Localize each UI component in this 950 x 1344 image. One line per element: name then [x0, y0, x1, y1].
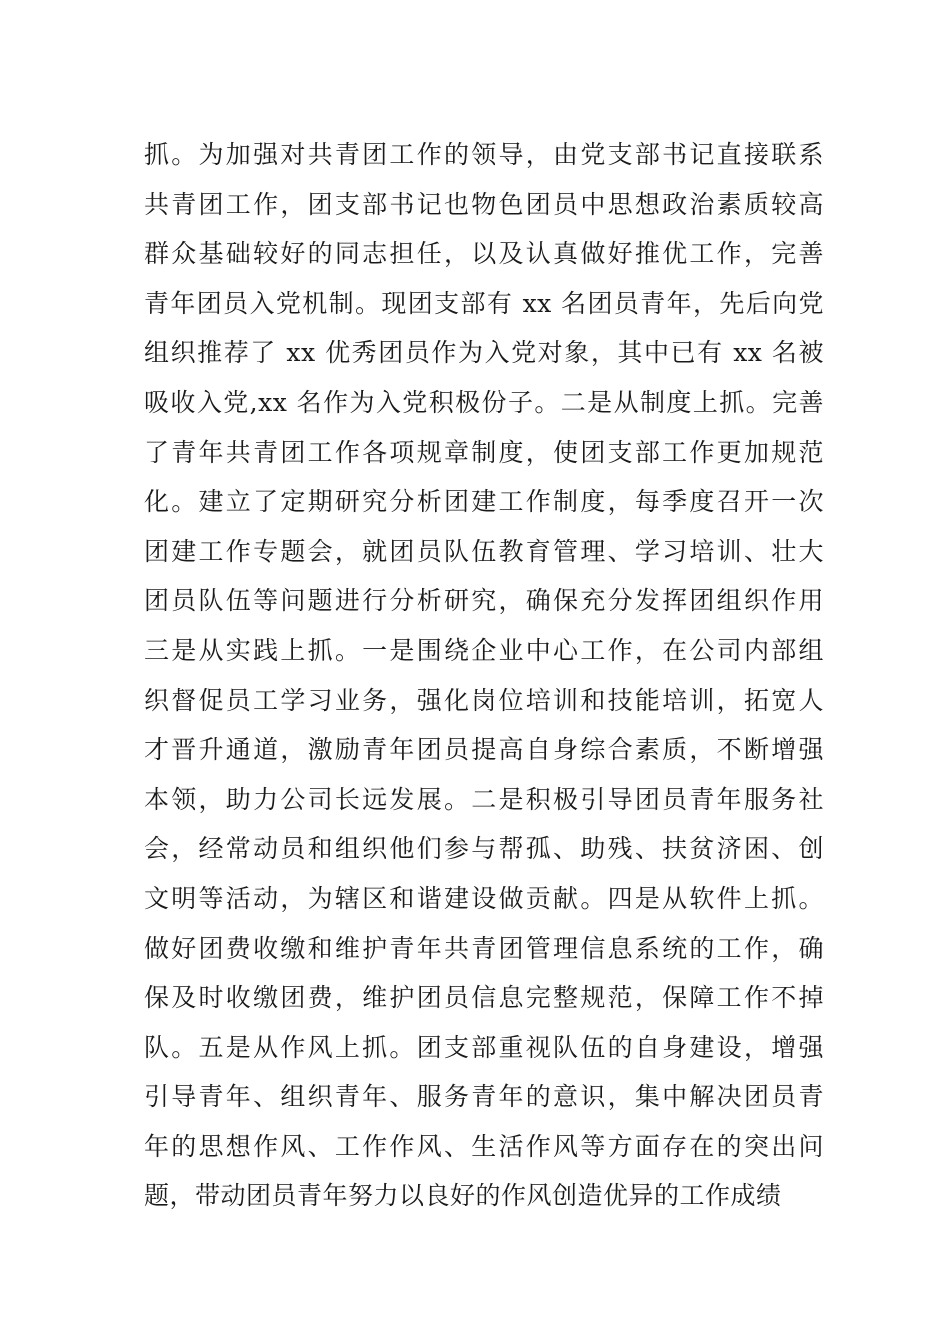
- text-line: 群众基础较好的同志担任，以及认真做好推优工作，完善: [144, 239, 824, 269]
- text-line: 团建工作专题会，就团员队伍教育管理、学习培训、壮大: [144, 536, 824, 566]
- text-line: 年的思想作风、工作作风、生活作风等方面存在的突出问: [144, 1131, 824, 1161]
- text-line: 组织推荐了 xx 优秀团员作为入党对象，其中已有 xx 名被: [144, 338, 824, 368]
- text-line: 织督促员工学习业务，强化岗位培训和技能培训，拓宽人: [144, 685, 824, 715]
- text-line: 本领，助力公司长远发展。二是积极引导团员青年服务社: [144, 784, 824, 814]
- body-paragraph: [144, 130, 824, 1221]
- text-line: 队。五是从作风上抓。团支部重视队伍的自身建设，增强: [144, 1032, 824, 1062]
- text-line: 化。建立了定期研究分析团建工作制度，每季度召开一次: [144, 487, 824, 517]
- text-line: 三是从实践上抓。一是围绕企业中心工作，在公司内部组: [144, 635, 824, 665]
- text-line: 了青年共青团工作各项规章制度，使团支部工作更加规范: [144, 437, 824, 467]
- text-line: 引导青年、组织青年、服务青年的意识，集中解决团员青: [144, 1082, 824, 1112]
- text-line: 题，带动团员青年努力以良好的作风创造优异的工作成绩: [144, 1181, 782, 1211]
- text-line: 做好团费收缴和维护青年共青团管理信息系统的工作，确: [144, 933, 824, 963]
- text-line: 青年团员入党机制。现团支部有 xx 名团员青年，先后向党: [144, 288, 824, 318]
- text-line: 保及时收缴团费，维护团员信息完整规范，保障工作不掉: [144, 983, 824, 1013]
- text-line: 会，经常动员和组织他们参与帮孤、助残、扶贫济困、创: [144, 834, 824, 864]
- text-line: 才晋升通道，激励青年团员提高自身综合素质，不断增强: [144, 735, 824, 765]
- text-line: 抓。为加强对共青团工作的领导，由党支部书记直接联系: [144, 140, 824, 169]
- text-line: 文明等活动，为辖区和谐建设做贡献。四是从软件上抓。: [144, 883, 824, 913]
- text-line: 共青团工作，团支部书记也物色团员中思想政治素质较高: [144, 189, 824, 219]
- text-line: 吸收入党,xx 名作为入党积极份子。二是从制度上抓。完善: [144, 387, 824, 417]
- text-line: 团员队伍等问题进行分析研究，确保充分发挥团组织作用: [144, 586, 824, 616]
